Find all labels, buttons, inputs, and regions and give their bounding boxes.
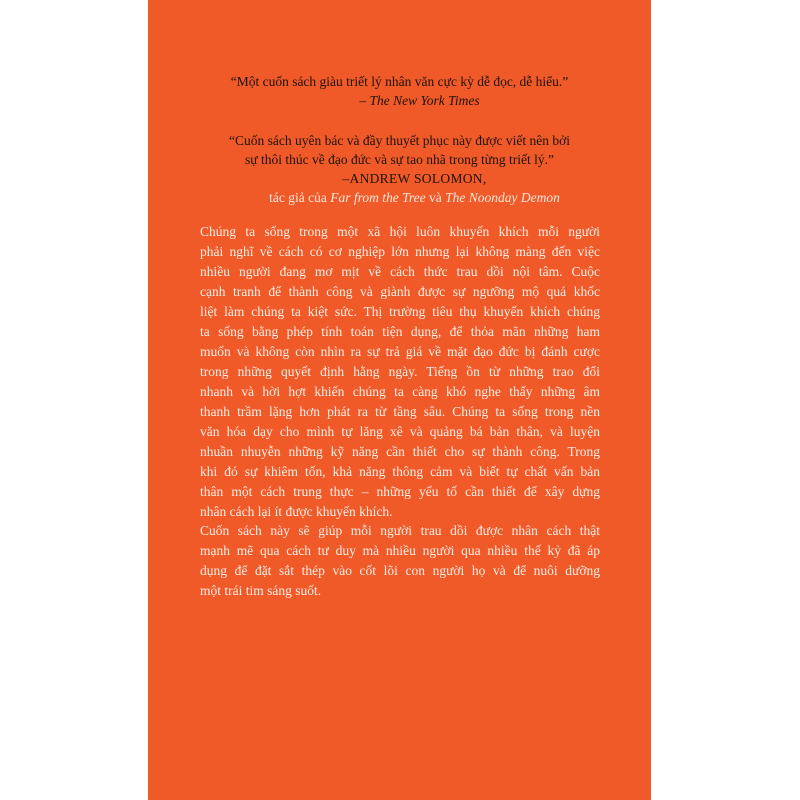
paragraph-line: văn hóa dạy cho mình tự lăng xê và quảng bá bản thân, và luyện [200, 424, 600, 439]
quote-new-york-times [148, 72, 651, 110]
paragraph-line: cạnh tranh để thành công và giành được sự ngưỡng mộ quá khốc [200, 284, 600, 299]
paragraph-line: nhân cách lại ít được khuyến khích. [200, 504, 393, 519]
quote-text: “Một cuốn sách giàu triết lý nhân văn cực kỳ dễ đọc, dễ hiểu.” [230, 74, 569, 89]
quote-author-works [148, 188, 651, 207]
work-title-2: The Noonday Demon [445, 190, 560, 205]
paragraph-line: khi đó sự khiêm tốn, khả năng thông cảm và biết tự chất vấn bản [200, 464, 600, 479]
author-prefix: tác giả của [269, 190, 331, 205]
paragraph-line: nhuần nhuyễn những kỹ năng cần thiết cho sự thành công. Trong [200, 444, 600, 459]
book-back-cover [148, 0, 651, 800]
paragraph-line: Chúng ta sống trong một xã hội luôn khuyến khích mỗi người [200, 224, 600, 239]
paragraph-line: muốn và không còn nhìn ra sự trả giá về mặt đạo đức bị đánh cược [200, 344, 600, 359]
quote-source: – The New York Times [359, 93, 480, 108]
works-connector: và [425, 190, 446, 205]
description-paragraph-2 [200, 521, 600, 601]
paragraph-line: phải nghĩ về cách có cơ nghiệp lớn nhưng lại không màng đến việc [200, 244, 600, 259]
work-title-1: Far from the Tree [330, 190, 426, 205]
paragraph-line: trong những quyết định hằng ngày. Tiếng ồn từ những trao đổi [200, 364, 600, 379]
quote-author: –ANDREW SOLOMON, [342, 171, 487, 186]
paragraph-line: Cuốn sách này sẽ giúp mỗi người trau dồi được nhân cách thật [200, 523, 600, 538]
paragraph-line: nhanh và hời hợt khiến chúng ta càng khó nghe thấy những âm [200, 384, 600, 399]
quote-text-line-2: sự thôi thúc về đạo đức và sự tao nhã trong từng triết lý.” [245, 152, 554, 167]
paragraph-line: mạnh mẽ qua cách tư duy mà nhiều người qua nhiều thế kỷ đã áp [200, 543, 600, 558]
paragraph-line: thanh trầm lặng hơn phát ra từ tầng sâu. Chúng ta sống trong nền [200, 404, 600, 419]
quote-text-line-1: “Cuốn sách uyên bác và đầy thuyết phục này được viết nên bởi [229, 133, 570, 148]
paragraph-line: ta sống bằng phép tính toán tiện dụng, để thỏa mãn những ham [200, 324, 600, 339]
paragraph-line: dụng để đặt sắt thép vào cốt lõi con người họ và để nuôi dưỡng [200, 563, 600, 578]
quote-andrew-solomon [148, 131, 651, 207]
paragraph-line: liệt làm chúng ta kiệt sức. Thị trường tiêu thụ khuyến khích chúng [200, 304, 600, 319]
paragraph-line: thân một cách trung thực – những yếu tố cần thiết để xây dựng [200, 484, 600, 499]
paragraph-line: một trái tim sáng suốt. [200, 583, 322, 598]
description-paragraph-1 [200, 222, 600, 522]
paragraph-line: nhiều người đang mơ mịt về cách thức trau dồi nội tâm. Cuộc [200, 264, 600, 279]
